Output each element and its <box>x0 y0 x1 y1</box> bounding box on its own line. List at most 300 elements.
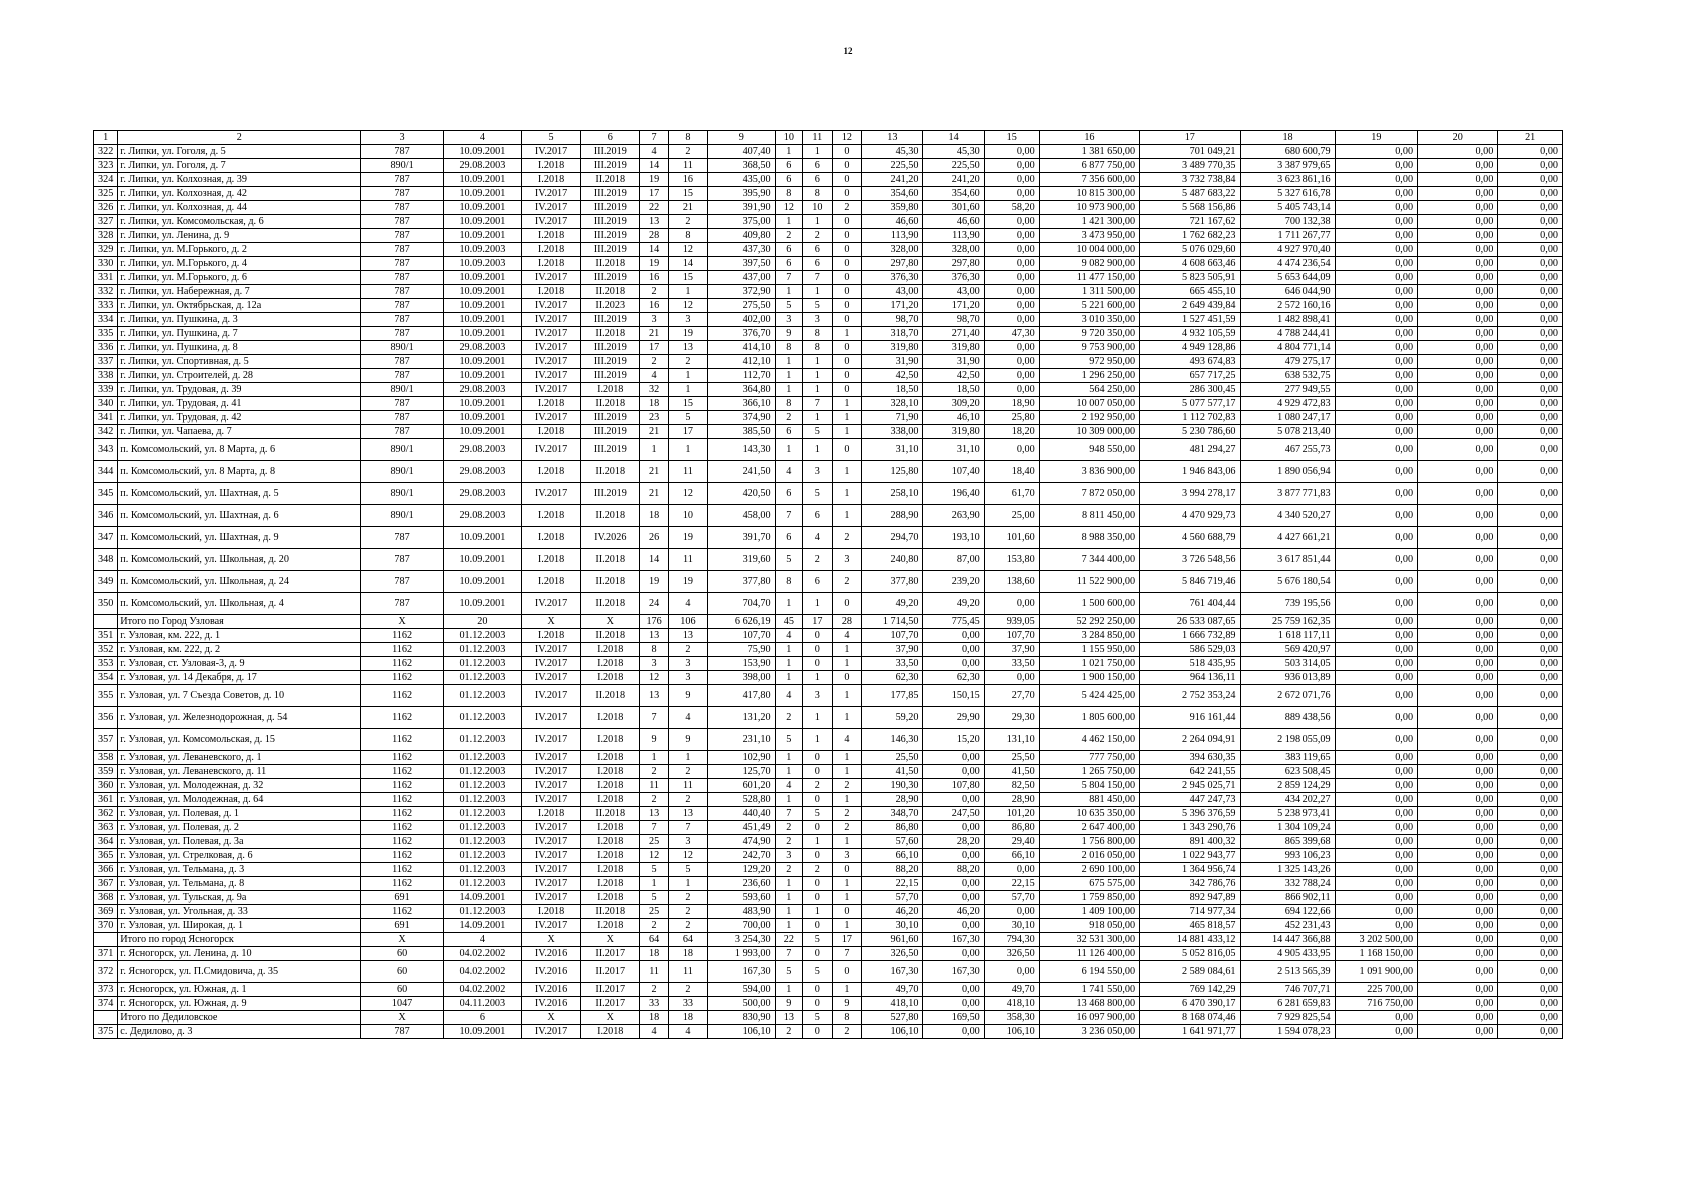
row-number-cell: 336 <box>94 341 118 355</box>
table-cell: 13 <box>640 807 669 821</box>
table-cell: 691 <box>361 891 443 905</box>
table-cell: 2 <box>775 707 802 729</box>
table-cell: 394 630,35 <box>1140 751 1240 765</box>
table-cell: IV.2017 <box>521 201 580 215</box>
table-cell: IV.2017 <box>521 751 580 765</box>
table-cell: 3 <box>775 313 802 327</box>
table-cell: 0,00 <box>1418 571 1498 593</box>
table-cell: 71,90 <box>862 411 923 425</box>
table-cell: 1 <box>775 145 802 159</box>
table-row <box>94 187 1563 201</box>
table-cell: II.2017 <box>581 997 640 1011</box>
table-cell: 24 <box>640 593 669 615</box>
table-cell: 01.12.2003 <box>443 863 521 877</box>
table-cell: 0,00 <box>1418 439 1498 461</box>
table-cell: 42,50 <box>862 369 923 383</box>
table-cell: I.2018 <box>581 751 640 765</box>
table-cell: 14 <box>668 257 707 271</box>
table-cell: 31,10 <box>923 439 984 461</box>
table-cell: 1 381 650,00 <box>1039 145 1139 159</box>
table-cell: 6 <box>443 1011 521 1025</box>
table-cell: 889 438,56 <box>1240 707 1335 729</box>
table-cell: 0 <box>832 383 862 397</box>
table-cell: 775,45 <box>923 615 984 629</box>
table-cell: 10.09.2001 <box>443 145 521 159</box>
table-cell: 412,10 <box>707 355 775 369</box>
table-cell: 12 <box>668 299 707 313</box>
table-cell: 0,00 <box>923 947 984 961</box>
table-cell: 18 <box>668 1011 707 1025</box>
table-cell: 31,90 <box>923 355 984 369</box>
address-cell: Итого по Дедиловское <box>118 1011 361 1025</box>
table-cell: 49,20 <box>862 593 923 615</box>
table-cell: 0 <box>803 629 833 643</box>
table-cell: 0,00 <box>1498 863 1563 877</box>
address-cell: п. Комсомольский, ул. Школьная, д. 4 <box>118 593 361 615</box>
table-cell: 01.12.2003 <box>443 629 521 643</box>
table-cell: II.2017 <box>581 983 640 997</box>
table-cell: 60 <box>361 983 443 997</box>
table-cell: X <box>521 933 580 947</box>
table-cell: 225 700,00 <box>1335 983 1417 997</box>
table-cell: 0,00 <box>1418 685 1498 707</box>
table-cell: 5 230 786,60 <box>1140 425 1240 439</box>
address-cell: г. Узловая, ул. 7 Съезда Советов, д. 10 <box>118 685 361 707</box>
table-cell: 2 <box>668 793 707 807</box>
table-cell: 0,00 <box>923 657 984 671</box>
table-cell: 0,00 <box>1418 765 1498 779</box>
table-cell: X <box>581 933 640 947</box>
table-cell: 1 <box>832 411 862 425</box>
table-cell: 398,00 <box>707 671 775 685</box>
table-cell: IV.2017 <box>521 657 580 671</box>
table-cell: 82,50 <box>984 779 1039 793</box>
table-cell: 0 <box>832 355 862 369</box>
table-row <box>94 905 1563 919</box>
table-cell: 275,50 <box>707 299 775 313</box>
table-cell: 6 <box>775 425 802 439</box>
row-number-cell: 341 <box>94 411 118 425</box>
row-number-cell: 340 <box>94 397 118 411</box>
table-cell: 7 872 050,00 <box>1039 483 1139 505</box>
table-cell: 0,00 <box>1418 751 1498 765</box>
header-row <box>94 131 1563 145</box>
address-cell: г. Липки, ул. Трудовая, д. 42 <box>118 411 361 425</box>
address-cell: п. Комсомольский, ул. Шахтная, д. 9 <box>118 527 361 549</box>
table-cell: 3 <box>668 657 707 671</box>
table-cell: 646 044,90 <box>1240 285 1335 299</box>
row-number-cell: 347 <box>94 527 118 549</box>
table-cell: 2 513 565,39 <box>1240 961 1335 983</box>
table-cell: 14.09.2001 <box>443 919 521 933</box>
column-header: 17 <box>1140 131 1240 145</box>
table-cell: 701 049,21 <box>1140 145 1240 159</box>
table-cell: 0,00 <box>1335 793 1417 807</box>
table-cell: 0,00 <box>1418 257 1498 271</box>
table-cell: I.2018 <box>581 821 640 835</box>
table-cell: 167,30 <box>923 933 984 947</box>
row-number-cell: 364 <box>94 835 118 849</box>
table-cell: II.2017 <box>581 961 640 983</box>
row-number-cell: 330 <box>94 257 118 271</box>
table-cell: 1162 <box>361 905 443 919</box>
table-cell: 3 473 950,00 <box>1039 229 1139 243</box>
table-cell: 0 <box>803 983 833 997</box>
table-cell: X <box>521 1011 580 1025</box>
table-cell: 0,00 <box>1418 271 1498 285</box>
table-cell: 4 <box>443 933 521 947</box>
table-cell: 2 <box>668 215 707 229</box>
table-cell: I.2018 <box>521 905 580 919</box>
row-number-cell: 360 <box>94 779 118 793</box>
table-cell: I.2018 <box>581 919 640 933</box>
table-cell: 18,20 <box>984 425 1039 439</box>
table-cell: 0 <box>832 243 862 257</box>
table-cell: 0,00 <box>1418 947 1498 961</box>
table-cell: 0,00 <box>984 215 1039 229</box>
table-cell: 761 404,44 <box>1140 593 1240 615</box>
table-cell: 0,00 <box>1335 657 1417 671</box>
table-cell: 414,10 <box>707 341 775 355</box>
table-cell: 22 <box>775 933 802 947</box>
table-cell: 10.09.2001 <box>443 425 521 439</box>
column-header: 4 <box>443 131 521 145</box>
table-cell: 5 <box>803 961 833 983</box>
table-cell: 4 <box>832 629 862 643</box>
table-cell: 1 <box>832 657 862 671</box>
table-cell: 328,00 <box>923 243 984 257</box>
table-cell: 14 <box>640 159 669 173</box>
row-number-cell: 358 <box>94 751 118 765</box>
table-cell: 0,00 <box>984 863 1039 877</box>
table-cell: 98,70 <box>923 313 984 327</box>
table-cell: 4 474 236,54 <box>1240 257 1335 271</box>
table-cell: 8 988 350,00 <box>1039 527 1139 549</box>
table-cell: 372,90 <box>707 285 775 299</box>
table-cell: 169,50 <box>923 1011 984 1025</box>
table-cell: II.2018 <box>581 629 640 643</box>
table-cell: 1 <box>640 751 669 765</box>
table-cell: 890/1 <box>361 383 443 397</box>
row-number-cell: 322 <box>94 145 118 159</box>
table-cell: 1 759 850,00 <box>1039 891 1139 905</box>
table-cell: 2 <box>668 643 707 657</box>
table-row <box>94 215 1563 229</box>
table-cell: 0,00 <box>1335 383 1417 397</box>
table-cell: 29,30 <box>984 707 1039 729</box>
table-cell: IV.2017 <box>521 671 580 685</box>
table-cell: IV.2016 <box>521 947 580 961</box>
table-cell: 1162 <box>361 729 443 751</box>
table-row <box>94 243 1563 257</box>
table-cell: 13 468 800,00 <box>1039 997 1139 1011</box>
table-cell: I.2018 <box>581 779 640 793</box>
table-cell: 14 881 433,12 <box>1140 933 1240 947</box>
table-cell: 86,80 <box>862 821 923 835</box>
table-cell: I.2018 <box>521 629 580 643</box>
table-cell: 7 <box>832 947 862 961</box>
table-cell: 106,10 <box>862 1025 923 1039</box>
table-cell: 0,00 <box>1498 439 1563 461</box>
table-cell: 0,00 <box>1418 425 1498 439</box>
table-cell: 01.12.2003 <box>443 657 521 671</box>
table-cell: 1162 <box>361 657 443 671</box>
table-cell: 5 052 816,05 <box>1140 947 1240 961</box>
address-cell: г. Липки, ул. Октябрьская, д. 12а <box>118 299 361 313</box>
table-cell: 0,00 <box>923 751 984 765</box>
table-cell: 10.09.2001 <box>443 549 521 571</box>
table-cell: 4 <box>832 729 862 751</box>
table-cell: 319,80 <box>862 341 923 355</box>
address-cell: г. Узловая, ст. Узловая-3, д. 9 <box>118 657 361 671</box>
table-cell: 1 900 150,00 <box>1039 671 1139 685</box>
table-cell: II.2018 <box>581 571 640 593</box>
table-cell: 0,00 <box>1335 173 1417 187</box>
table-cell: 385,50 <box>707 425 775 439</box>
column-header: 15 <box>984 131 1039 145</box>
table-cell: 746 707,71 <box>1240 983 1335 997</box>
address-cell: г. Липки, ул. Ленина, д. 9 <box>118 229 361 243</box>
table-cell: 354,60 <box>923 187 984 201</box>
table-cell: 16 <box>668 173 707 187</box>
table-cell: 98,70 <box>862 313 923 327</box>
table-cell: IV.2017 <box>521 187 580 201</box>
table-cell: 107,70 <box>707 629 775 643</box>
table-cell: I.2018 <box>521 397 580 411</box>
table-cell: 1 <box>775 285 802 299</box>
table-cell: 28,90 <box>984 793 1039 807</box>
table-cell: 1 <box>775 905 802 919</box>
table-cell: 1 <box>832 707 862 729</box>
table-cell: 86,80 <box>984 821 1039 835</box>
table-cell: 46,20 <box>862 905 923 919</box>
table-row <box>94 835 1563 849</box>
table-cell: 32 <box>640 383 669 397</box>
table-cell: 3 489 770,35 <box>1140 159 1240 173</box>
table-cell: 6 <box>803 505 833 527</box>
table-cell: 0,00 <box>984 961 1039 983</box>
table-cell: 57,70 <box>862 891 923 905</box>
table-cell: 5 <box>803 299 833 313</box>
table-cell: 376,30 <box>862 271 923 285</box>
table-cell: 0,00 <box>1335 685 1417 707</box>
table-cell: 0 <box>803 997 833 1011</box>
table-cell: 881 450,00 <box>1039 793 1139 807</box>
table-cell: 19 <box>640 257 669 271</box>
table-cell: 328,00 <box>862 243 923 257</box>
table-cell: II.2018 <box>581 807 640 821</box>
column-header: 6 <box>581 131 640 145</box>
table-cell: 18 <box>668 947 707 961</box>
table-cell: 1 <box>803 369 833 383</box>
table-cell: 657 717,25 <box>1140 369 1240 383</box>
table-cell: 2 <box>803 779 833 793</box>
table-cell: IV.2017 <box>521 369 580 383</box>
table-cell: 01.12.2003 <box>443 643 521 657</box>
table-row <box>94 257 1563 271</box>
table-cell: 10.09.2001 <box>443 313 521 327</box>
table-cell: 358,30 <box>984 1011 1039 1025</box>
table-cell: 01.12.2003 <box>443 905 521 919</box>
table-cell: 10.09.2003 <box>443 257 521 271</box>
table-cell: 112,70 <box>707 369 775 383</box>
table-cell: 787 <box>361 285 443 299</box>
table-cell: IV.2017 <box>521 765 580 779</box>
row-number-cell: 361 <box>94 793 118 807</box>
row-number-cell: 359 <box>94 765 118 779</box>
table-cell: 383 119,65 <box>1240 751 1335 765</box>
table-cell: 1162 <box>361 643 443 657</box>
table-cell: 6 470 390,17 <box>1140 997 1240 1011</box>
table-cell: 42,50 <box>923 369 984 383</box>
table-cell: 0,00 <box>923 919 984 933</box>
table-cell: 435,00 <box>707 173 775 187</box>
table-cell: 1 <box>775 765 802 779</box>
table-cell: 1 <box>775 671 802 685</box>
table-cell: 0,00 <box>1335 707 1417 729</box>
table-cell: 0,00 <box>1418 369 1498 383</box>
table-cell: 623 508,45 <box>1240 765 1335 779</box>
table-cell: 3 236 050,00 <box>1039 1025 1139 1039</box>
table-cell: 0,00 <box>1418 629 1498 643</box>
table-cell: 2 <box>803 549 833 571</box>
table-cell: 167,30 <box>707 961 775 983</box>
table-cell: I.2018 <box>521 243 580 257</box>
row-number-cell: 352 <box>94 643 118 657</box>
table-cell: 1162 <box>361 807 443 821</box>
table-cell: 0,00 <box>1498 615 1563 629</box>
table-cell: 1 <box>803 355 833 369</box>
table-cell: 64 <box>668 933 707 947</box>
table-cell: 7 <box>803 271 833 285</box>
table-cell: 2 690 100,00 <box>1039 863 1139 877</box>
table-cell: 107,40 <box>923 461 984 483</box>
table-cell: 4 560 688,79 <box>1140 527 1240 549</box>
table-cell: 294,70 <box>862 527 923 549</box>
table-cell: IV.2017 <box>521 439 580 461</box>
table-cell: 28,90 <box>862 793 923 807</box>
table-cell: 8 <box>775 187 802 201</box>
table-cell: 1 741 550,00 <box>1039 983 1139 997</box>
table-cell: 2 192 950,00 <box>1039 411 1139 425</box>
table-cell: 2 <box>668 355 707 369</box>
table-row <box>94 983 1563 997</box>
table-cell: 0,00 <box>1498 527 1563 549</box>
table-cell: 0,00 <box>1418 593 1498 615</box>
table-cell: 2 <box>668 145 707 159</box>
table-cell: 376,70 <box>707 327 775 341</box>
table-cell: II.2018 <box>581 461 640 483</box>
table-cell: 0,00 <box>923 643 984 657</box>
table-cell: 22,15 <box>862 877 923 891</box>
table-cell: 1 421 300,00 <box>1039 215 1139 229</box>
table-cell: 1 <box>668 439 707 461</box>
column-header: 11 <box>803 131 833 145</box>
table-cell: 0,00 <box>984 257 1039 271</box>
table-cell: III.2019 <box>581 425 640 439</box>
table-cell: 1 <box>832 685 862 707</box>
table-row <box>94 947 1563 961</box>
table-cell: 0,00 <box>1498 891 1563 905</box>
table-cell: 7 <box>775 947 802 961</box>
table-cell: 0,00 <box>1335 671 1417 685</box>
table-cell: 0,00 <box>1418 919 1498 933</box>
table-cell: 377,80 <box>862 571 923 593</box>
table-cell: 0 <box>832 299 862 313</box>
table-cell: 1 <box>803 439 833 461</box>
table-cell: 409,80 <box>707 229 775 243</box>
table-cell: 407,40 <box>707 145 775 159</box>
row-number-cell: 335 <box>94 327 118 341</box>
table-cell: II.2018 <box>581 285 640 299</box>
table-cell: 1 080 247,17 <box>1240 411 1335 425</box>
table-cell: 2 <box>832 779 862 793</box>
row-number-cell: 332 <box>94 285 118 299</box>
table-cell: 1 762 682,23 <box>1140 229 1240 243</box>
table-cell: 1 993,00 <box>707 947 775 961</box>
table-cell: 23 <box>640 411 669 425</box>
table-cell: 7 <box>775 807 802 821</box>
table-cell: 5 <box>803 483 833 505</box>
table-cell: 0,00 <box>1335 821 1417 835</box>
table-cell: 17 <box>668 425 707 439</box>
register-table <box>93 130 1563 1039</box>
table-cell: 271,40 <box>923 327 984 341</box>
table-cell: IV.2017 <box>521 299 580 313</box>
table-cell: 0,00 <box>1418 891 1498 905</box>
table-cell: 27,70 <box>984 685 1039 707</box>
table-cell: 4 470 929,73 <box>1140 505 1240 527</box>
table-cell: 3 <box>832 549 862 571</box>
table-cell: 0,00 <box>1418 997 1498 1011</box>
table-cell: 29,40 <box>984 835 1039 849</box>
table-cell: 0,00 <box>1418 1011 1498 1025</box>
address-cell: г. Липки, ул. Пушкина, д. 7 <box>118 327 361 341</box>
table-cell: 0,00 <box>1418 397 1498 411</box>
table-cell: 342 786,76 <box>1140 877 1240 891</box>
table-cell: 61,70 <box>984 483 1039 505</box>
table-cell: 6 <box>775 527 802 549</box>
table-cell: 395,90 <box>707 187 775 201</box>
address-cell: г. Липки, ул. Строителей, д. 28 <box>118 369 361 383</box>
table-cell: 0,00 <box>1498 593 1563 615</box>
table-cell: 18 <box>640 947 669 961</box>
table-cell: IV.2017 <box>521 891 580 905</box>
table-cell: 6 626,19 <box>707 615 775 629</box>
table-cell: 2 <box>832 821 862 835</box>
table-cell: 787 <box>361 571 443 593</box>
table-cell: 21 <box>640 461 669 483</box>
table-cell: 1 <box>832 793 862 807</box>
table-row <box>94 643 1563 657</box>
table-cell: 0,00 <box>1498 257 1563 271</box>
table-cell: 01.12.2003 <box>443 707 521 729</box>
table-row <box>94 483 1563 505</box>
table-cell: 0,00 <box>1418 657 1498 671</box>
table-cell: 11 <box>668 159 707 173</box>
table-cell: I.2018 <box>581 657 640 671</box>
table-row <box>94 549 1563 571</box>
table-cell: 0,00 <box>1498 243 1563 257</box>
table-cell: 0 <box>803 793 833 807</box>
address-cell: г. Узловая, ул. Леваневского, д. 11 <box>118 765 361 779</box>
row-number-cell: 368 <box>94 891 118 905</box>
address-cell: г. Ясногорск, ул. П.Смидовича, д. 35 <box>118 961 361 983</box>
table-cell: 10 007 050,00 <box>1039 397 1139 411</box>
table-cell: 0,00 <box>1418 383 1498 397</box>
table-cell: 17 <box>640 341 669 355</box>
table-cell: 0 <box>832 961 862 983</box>
